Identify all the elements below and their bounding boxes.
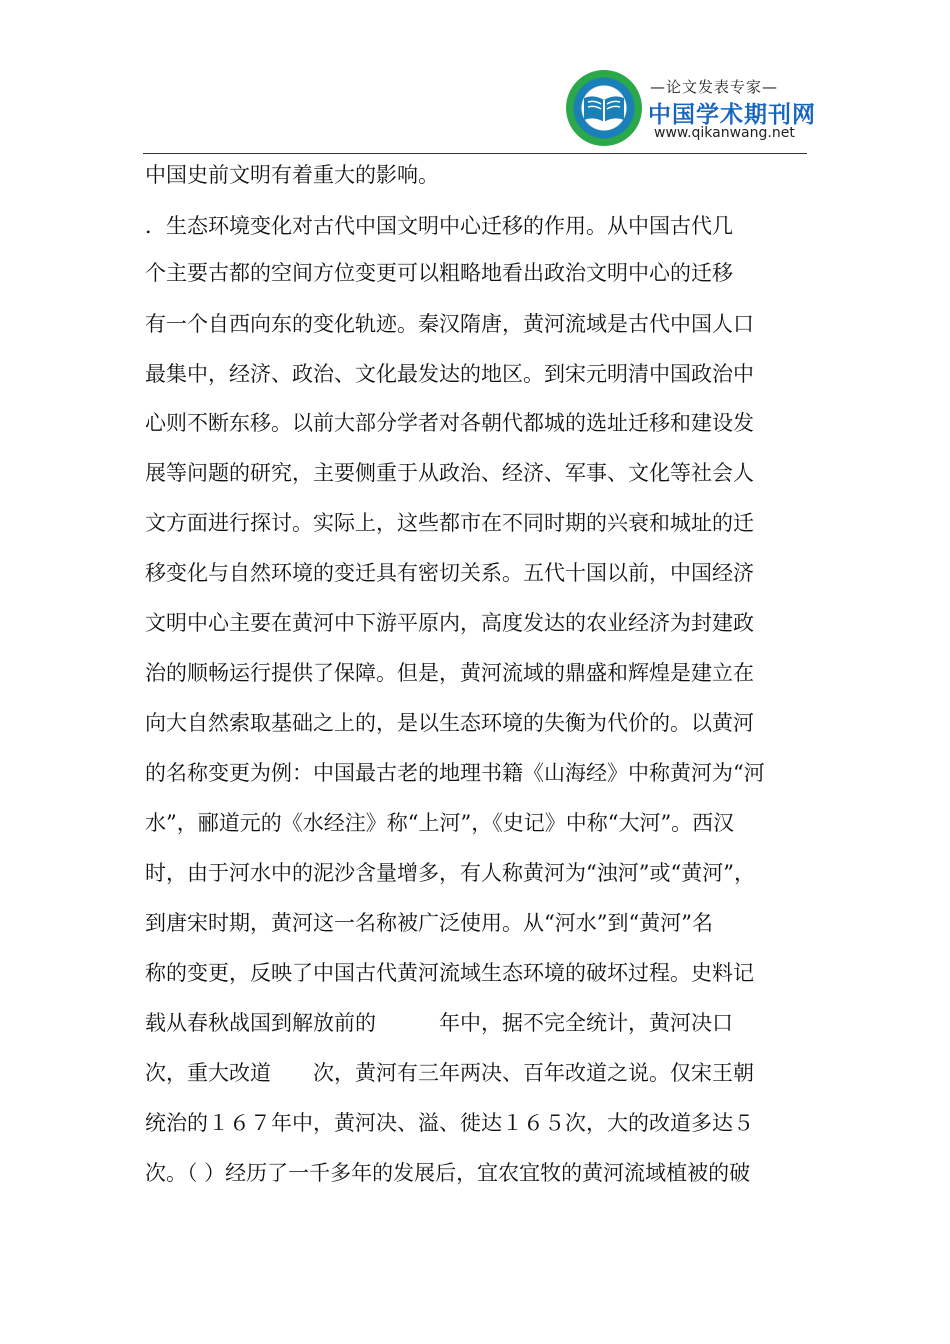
book-icon — [580, 92, 628, 124]
header-divider — [143, 153, 807, 154]
body-line: 最集中，经济、政治、文化最发达的地区。到宋元明清中国政治中 — [145, 362, 754, 386]
logo-tagline: —论文发表专家— — [650, 78, 779, 96]
body-line: 称的变更，反映了中国古代黄河流域生态环境的破坏过程。史料记 — [145, 961, 754, 985]
body-line: 有一个自西向东的变化轨迹。秦汉隋唐，黄河流域是古代中国人口 — [145, 312, 754, 336]
site-url[interactable]: www.qikanwang.net — [654, 125, 795, 141]
body-line: 统治的１６７年中，黄河决、溢、徙达１６５次，大的改道多达５ — [145, 1111, 754, 1135]
body-line: ．生态环境变化对古代中国文明中心迁移的作用。从中国古代几 — [145, 214, 733, 238]
body-line: 向大自然索取基础之上的，是以生态环境的失衡为代价的。以黄河 — [145, 711, 754, 735]
body-line: 治的顺畅运行提供了保障。但是，黄河流域的鼎盛和辉煌是建立在 — [145, 661, 754, 685]
page-header — [0, 0, 950, 160]
body-line: 心则不断东移。以前大部分学者对各朝代都城的选址迁移和建设发 — [145, 411, 754, 435]
body-line: 文明中心主要在黄河中下游平原内，高度发达的农业经济为封建政 — [145, 611, 754, 635]
body-line: 到唐宋时期，黄河这一名称被广泛使用。从“河水”到“黄河”名 — [145, 911, 713, 935]
body-line: 展等问题的研究，主要侧重于从政治、经济、军事、文化等社会人 — [145, 461, 754, 485]
body-line: 次。（ ）经历了一千多年的发展后，宜农宜牧的黄河流域植被的破 — [145, 1161, 751, 1185]
body-line: 水”，郦道元的《水经注》称“上河”，《史记》中称“大河”。西汉 — [145, 811, 735, 835]
body-line: 时，由于河水中的泥沙含量增多，有人称黄河为“浊河”或“黄河”， — [145, 861, 755, 885]
body-line: 中国史前文明有着重大的影响。 — [145, 163, 439, 187]
body-line: 载从春秋战国到解放前的 年中，据不完全统计，黄河决口 — [145, 1011, 733, 1035]
body-line: 次，重大改道 次，黄河有三年两决、百年改道之说。仅宋王朝 — [145, 1061, 754, 1085]
site-name: 中国学术期刊网 — [648, 102, 816, 128]
body-line: 文方面进行探讨。实际上，这些都市在不同时期的兴衰和城址的迁 — [145, 511, 754, 535]
body-line: 个主要古都的空间方位变更可以粗略地看出政治文明中心的迁移 — [145, 261, 733, 285]
body-line: 的名称变更为例：中国最古老的地理书籍《山海经》中称黄河为“河 — [145, 761, 765, 785]
body-line: 移变化与自然环境的变迁具有密切关系。五代十国以前，中国经济 — [145, 561, 754, 585]
